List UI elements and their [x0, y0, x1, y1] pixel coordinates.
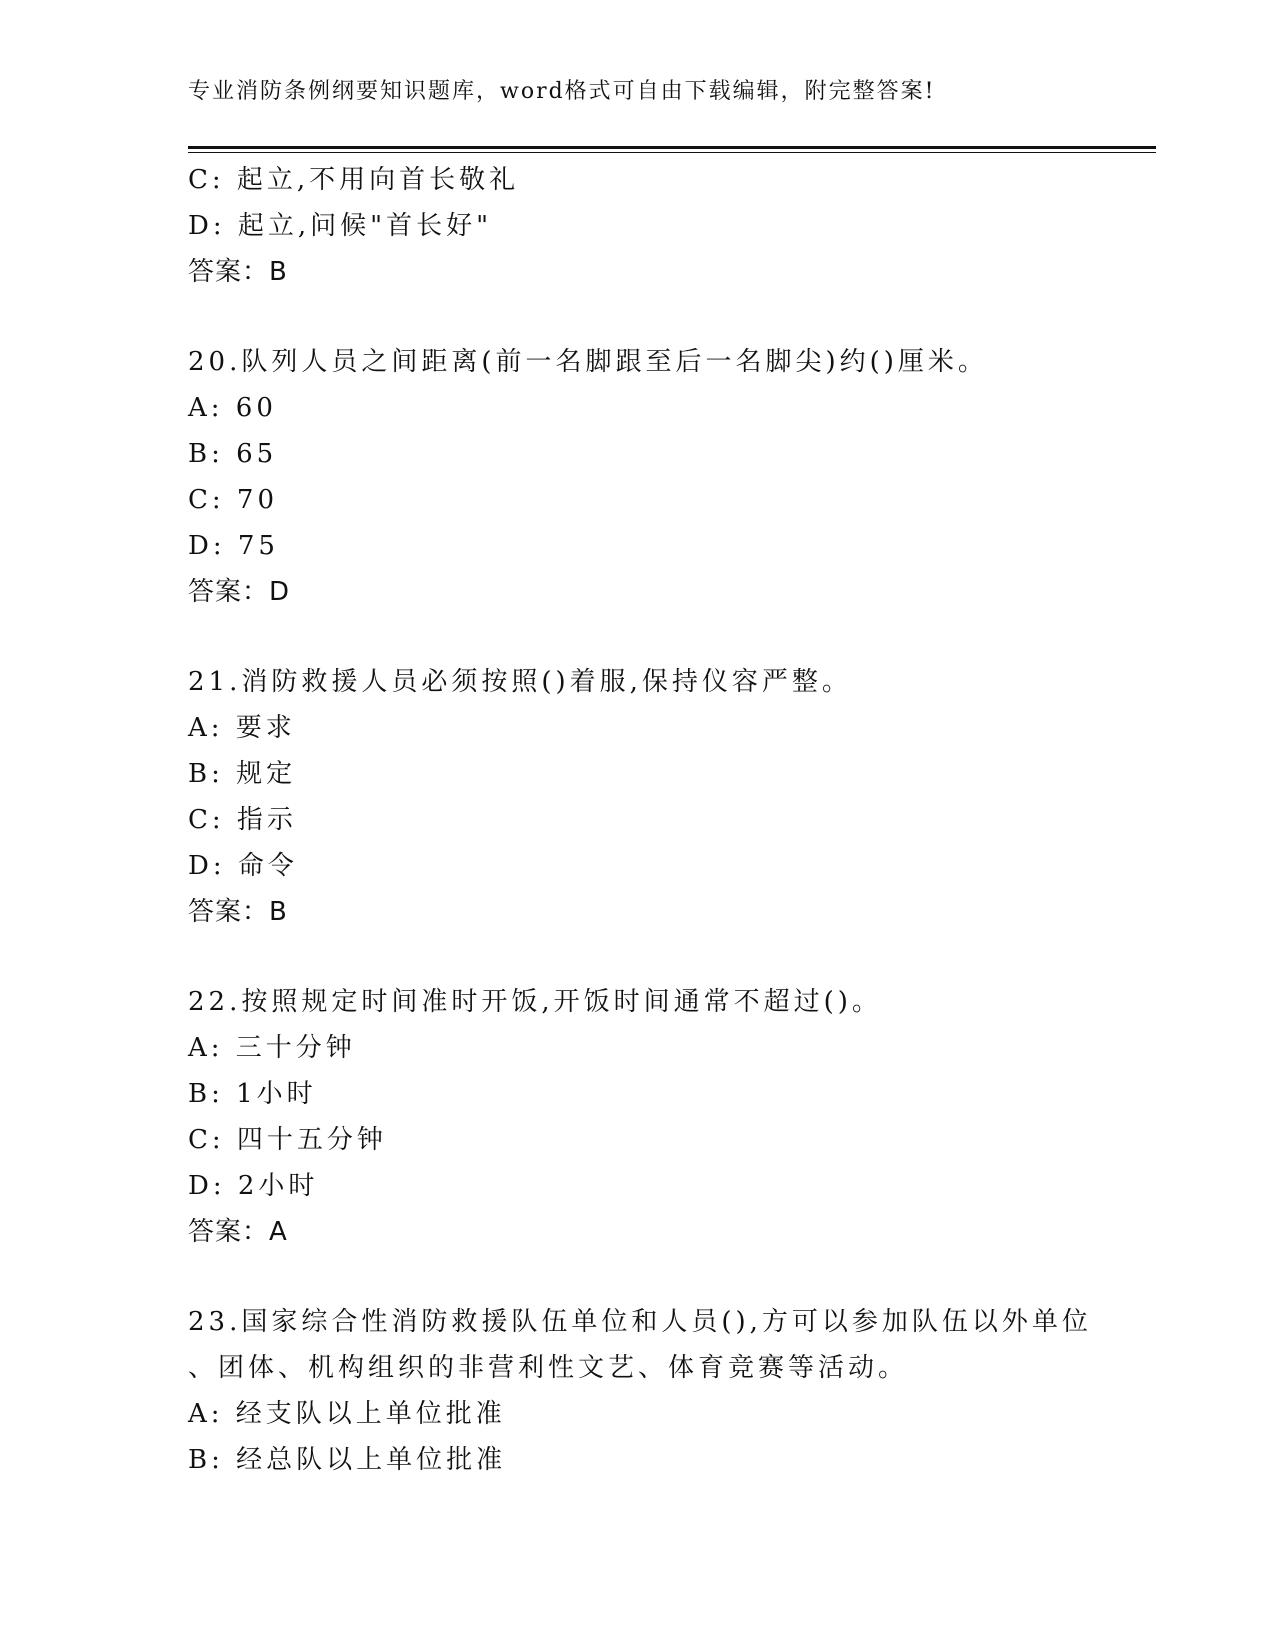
answer-line: 答案：D	[188, 577, 291, 607]
question-stem: 22.按照规定时间准时开饭,开饭时间通常不超过()。	[188, 987, 882, 1017]
option-d: D: 75	[188, 531, 279, 561]
header-rule-thick	[188, 146, 1156, 149]
option-c: C: 指示	[188, 805, 297, 835]
option-b: B: 经总队以上单位批准	[188, 1445, 507, 1475]
question-stem-line-1: 23.国家综合性消防救援队伍单位和人员(),方可以参加队伍以外单位	[188, 1307, 1092, 1337]
option-b: B: 规定	[188, 759, 297, 789]
answer-line: 答案：B	[188, 257, 288, 287]
page-header: 专业消防条例纲要知识题库，word格式可自由下载编辑，附完整答案!	[188, 79, 936, 104]
header-rule-thin	[188, 152, 1156, 153]
question-23	[188, 1299, 1138, 1483]
spacer	[188, 615, 1138, 659]
question-21	[188, 659, 1138, 935]
option-b: B: 1小时	[188, 1079, 317, 1109]
question-22	[188, 979, 1138, 1255]
option-c: C: 四十五分钟	[188, 1125, 387, 1155]
question-19-continued	[188, 157, 1138, 295]
option-b: B: 65	[188, 439, 278, 469]
option-c: C: 70	[188, 485, 279, 515]
question-list	[188, 157, 1138, 1483]
question-20	[188, 339, 1138, 615]
option-c: C: 起立,不用向首长敬礼	[188, 165, 520, 195]
option-a: A: 三十分钟	[188, 1033, 356, 1063]
option-d: D: 2小时	[188, 1171, 319, 1201]
question-stem-line-2: 、团体、机构组织的非营利性文艺、体育竞赛等活动。	[188, 1353, 909, 1383]
answer-line: 答案：B	[188, 897, 288, 927]
spacer	[188, 1255, 1138, 1299]
answer-line: 答案：A	[188, 1217, 288, 1247]
question-stem: 21.消防救援人员必须按照()着服,保持仪容严整。	[188, 667, 852, 697]
option-d: D: 命令	[188, 851, 298, 881]
option-a: A: 经支队以上单位批准	[188, 1399, 506, 1429]
spacer	[188, 295, 1138, 339]
option-d: D: 起立,问候"首长好"	[188, 211, 493, 241]
question-stem: 20.队列人员之间距离(前一名脚跟至后一名脚尖)约()厘米。	[188, 347, 988, 377]
option-a: A: 60	[188, 393, 277, 423]
spacer	[188, 935, 1138, 979]
option-a: A: 要求	[188, 713, 296, 743]
